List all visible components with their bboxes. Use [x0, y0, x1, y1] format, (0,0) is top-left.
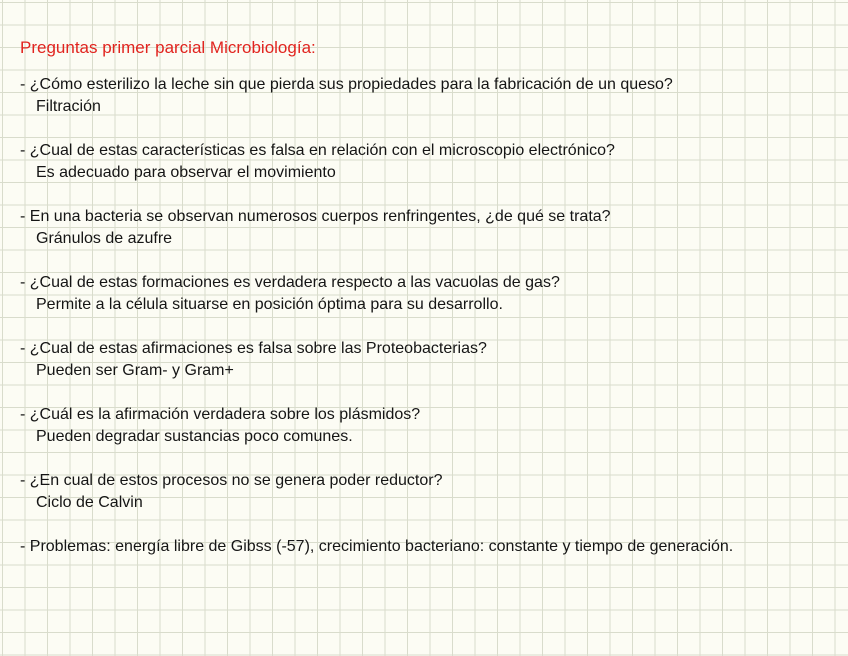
answer-text: Es adecuado para observar el movimiento	[36, 164, 336, 181]
answer-text: Pueden ser Gram- y Gram+	[36, 362, 234, 379]
question-text: - ¿Cual de estas afirmaciones es falsa sobre las Proteobacterias?	[20, 340, 487, 357]
answer-text: Gránulos de azufre	[36, 230, 173, 247]
answer-text: Pueden degradar sustancias poco comunes.	[36, 428, 353, 445]
question-block	[20, 404, 820, 448]
question-block	[20, 206, 820, 250]
question-text: - ¿Cual de estas características es falsa en relación con el microscopio electrónico?	[20, 142, 615, 159]
question-text: - ¿En cual de estos procesos no se genera poder reductor?	[20, 472, 443, 489]
question-block	[20, 272, 820, 316]
question-block	[20, 338, 820, 382]
answer-text: Permite a la célula situarse en posición óptima para su desarrollo.	[36, 296, 503, 313]
question-block	[20, 74, 820, 118]
note-title: Preguntas primer parcial Microbiología:	[20, 38, 316, 57]
note-body[interactable]	[20, 36, 820, 558]
problems-text: - Problemas: energía libre de Gibss (-57), crecimiento bacteriano: constante y tiempo de generación.	[20, 538, 734, 555]
question-text: - ¿Cuál es la afirmación verdadera sobre los plásmidos?	[20, 406, 421, 423]
question-text: - ¿Cual de estas formaciones es verdadera respecto a las vacuolas de gas?	[20, 274, 560, 291]
question-block	[20, 470, 820, 514]
question-block	[20, 140, 820, 184]
question-text: - En una bacteria se observan numerosos cuerpos renfringentes, ¿de qué se trata?	[20, 208, 611, 225]
question-text: - ¿Cómo esterilizo la leche sin que pierda sus propiedades para la fabricación de un queso?	[20, 76, 673, 93]
answer-text: Ciclo de Calvin	[36, 494, 143, 511]
answer-text: Filtración	[36, 98, 101, 115]
